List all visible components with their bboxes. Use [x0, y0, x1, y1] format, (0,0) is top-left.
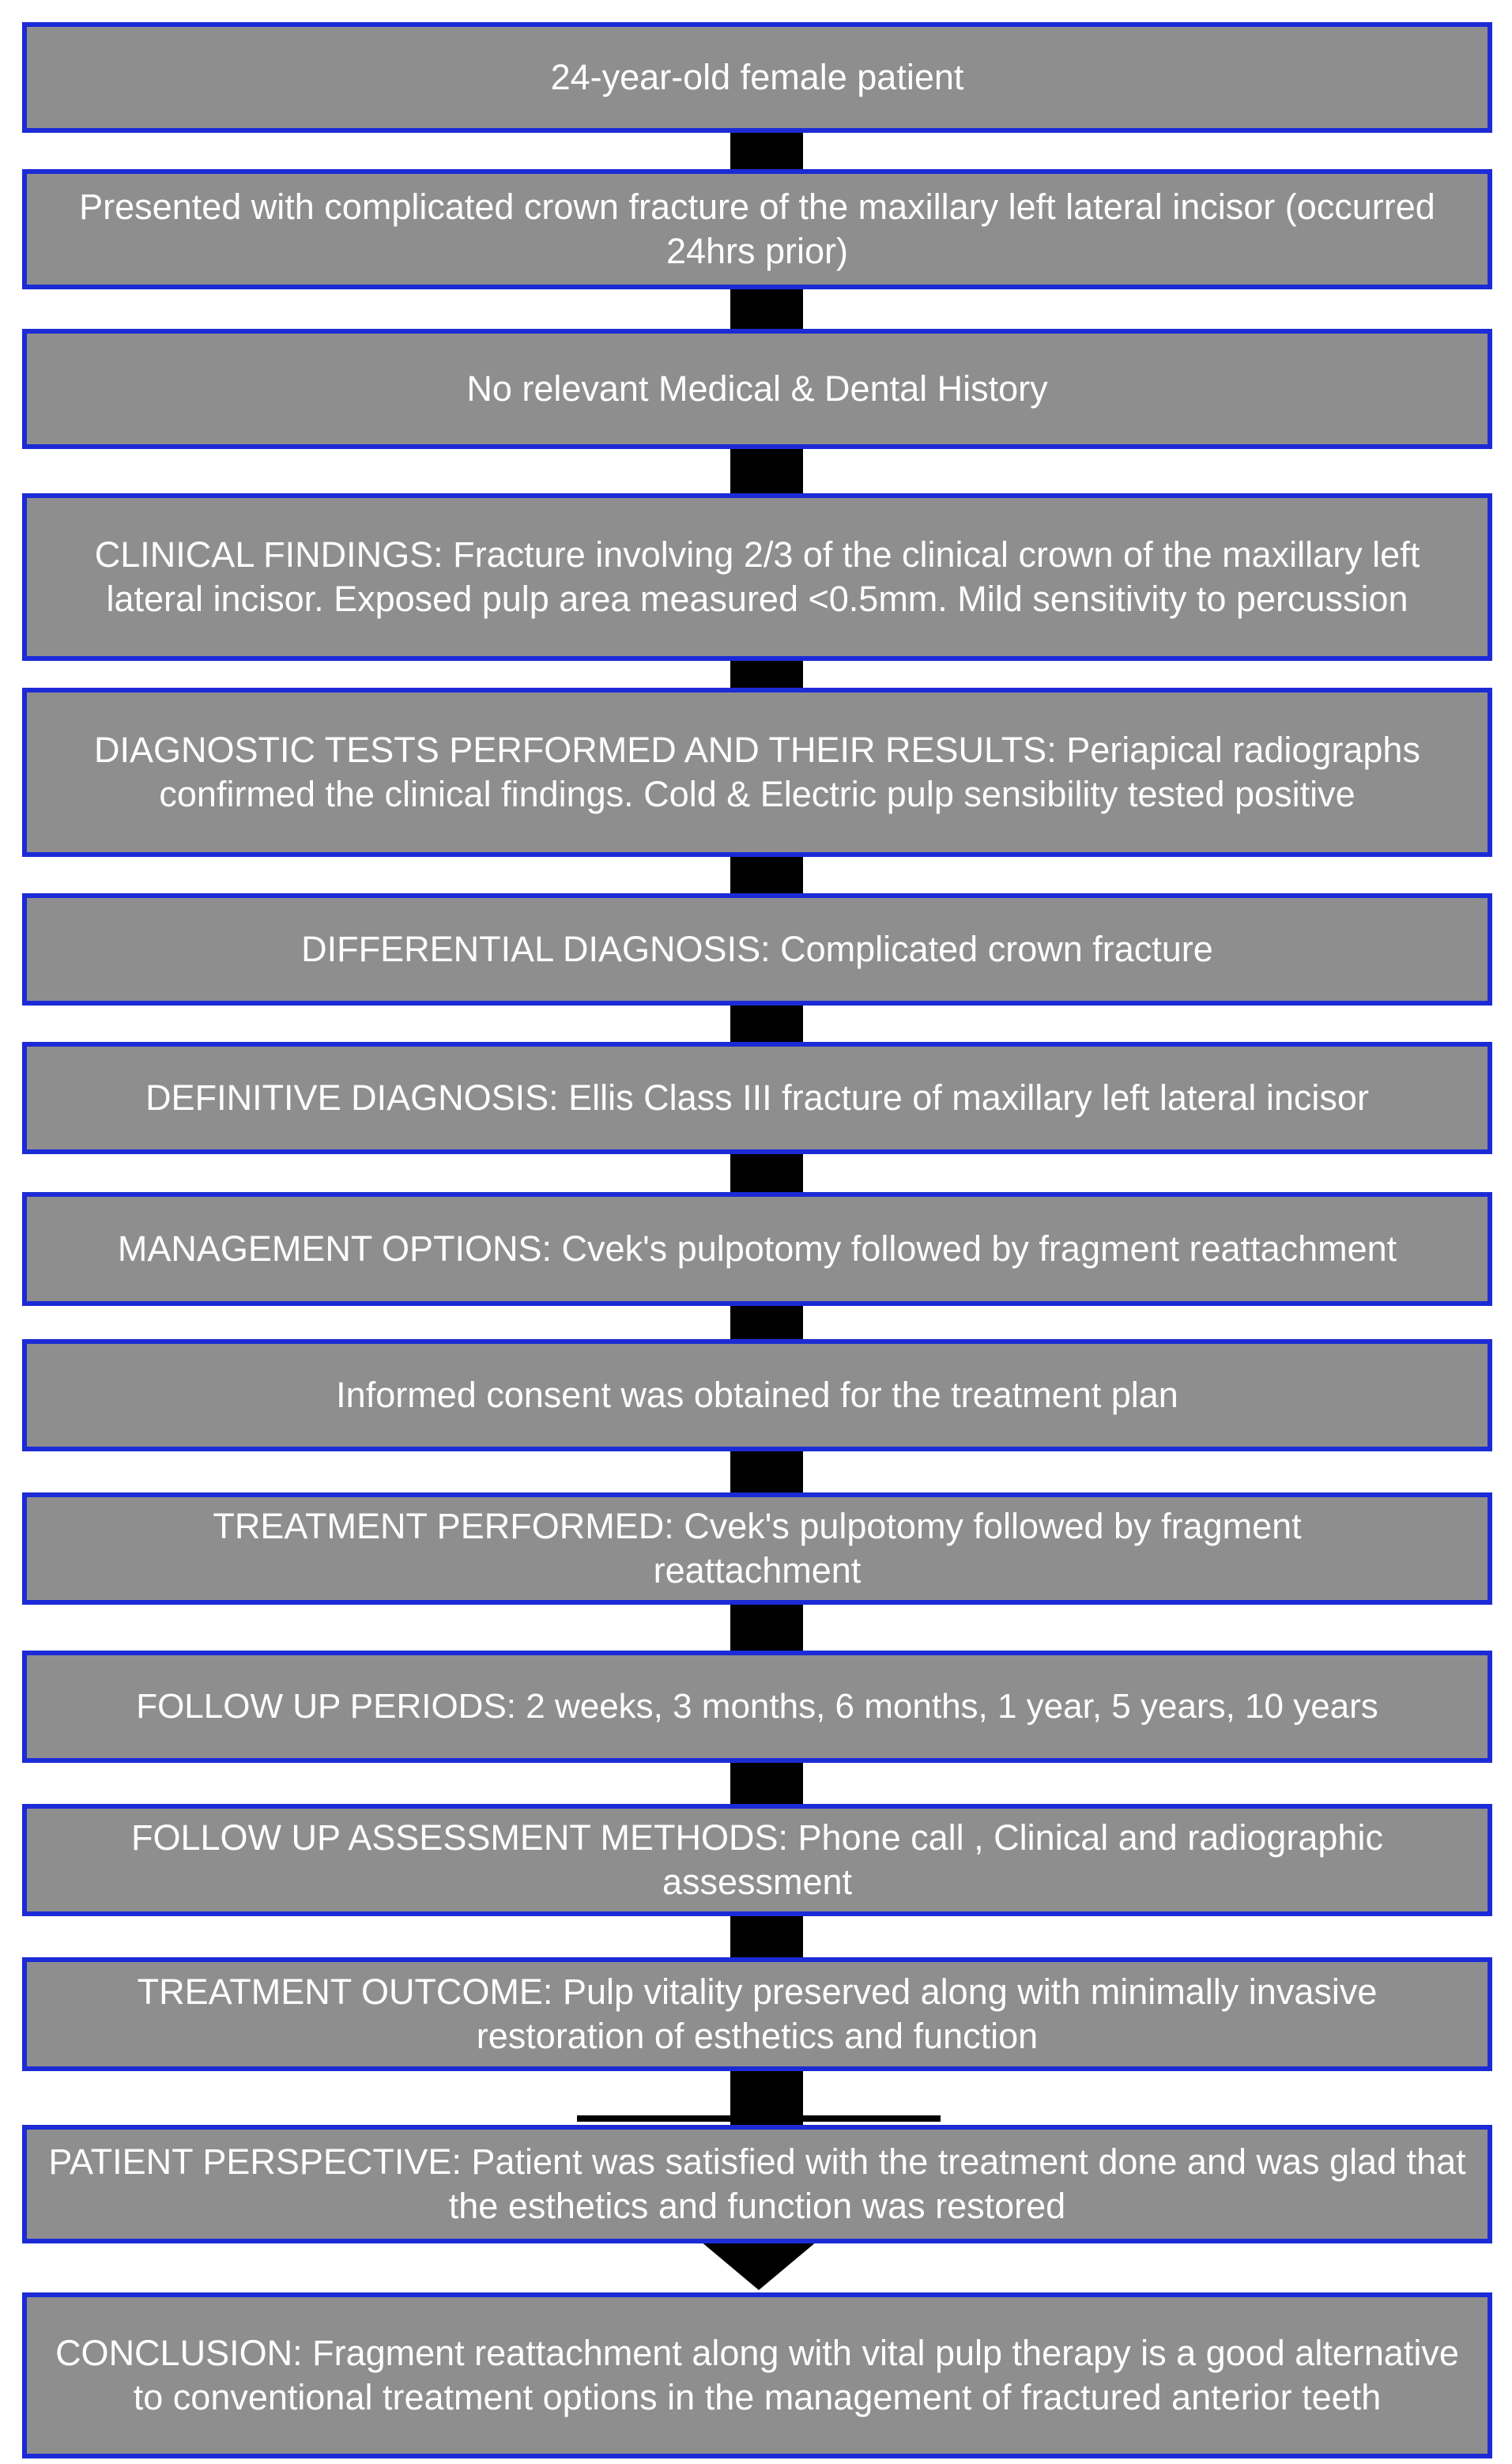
step-patient-perspective — [22, 2125, 1492, 2243]
step-clinical-findings — [22, 493, 1492, 661]
flow-arrow-head-icon — [700, 2241, 817, 2290]
step-presentation-text: Presented with complicated crown fracture of the maxillary left lateral incisor (occurred 24hrs prior) — [79, 187, 1435, 271]
step-treatment-outcome — [22, 1957, 1492, 2071]
step-follow-up-periods-text: FOLLOW UP PERIODS: 2 weeks, 3 months, 6 months, 1 year, 5 years, 10 years — [136, 1687, 1378, 1726]
step-informed-consent-text: Informed consent was obtained for the treatment plan — [336, 1375, 1178, 1415]
step-diagnostic-tests-text: DIAGNOSTIC TESTS PERFORMED AND THEIR RESULTS: Periapical radiographs confirmed the clinical findings. Cold & Electric pulp sensibility tested positive — [94, 730, 1420, 814]
step-history — [22, 329, 1492, 449]
step-patient — [22, 22, 1492, 133]
step-definitive-diagnosis — [22, 1042, 1492, 1154]
step-definitive-diagnosis-text: DEFINITIVE DIAGNOSIS: Ellis Class III fracture of maxillary left lateral incisor — [145, 1077, 1369, 1118]
step-treatment-outcome-text: TREATMENT OUTCOME: Pulp vitality preserved along with minimally invasive restoration of esthetics and function — [137, 1972, 1378, 2056]
step-patient-text: 24-year-old female patient — [550, 57, 964, 97]
flow-arrow-bar — [577, 2115, 941, 2122]
step-conclusion — [22, 2292, 1492, 2458]
step-clinical-findings-text: CLINICAL FINDINGS: Fracture involving 2/3 of the clinical crown of the maxillary left lateral incisor. Exposed pulp area measured <0.5mm. Mild sensitivity to percussion — [94, 534, 1420, 619]
step-follow-up-methods-text: FOLLOW UP ASSESSMENT METHODS: Phone call , Clinical and radiographic assessment — [131, 1817, 1383, 1902]
step-treatment-performed-text: TREATMENT PERFORMED: Cvek's pulpotomy followed by fragment reattachment — [213, 1506, 1302, 1590]
step-conclusion-text: CONCLUSION: Fragment reattachment along with vital pulp therapy is a good alternative to conventional treatment options in the management of fractured anterior teeth — [55, 2333, 1459, 2417]
step-informed-consent — [22, 1339, 1492, 1451]
step-management-options-text: MANAGEMENT OPTIONS: Cvek's pulpotomy followed by fragment reattachment — [117, 1228, 1397, 1269]
step-history-text: No relevant Medical & Dental History — [466, 368, 1048, 409]
step-patient-perspective-text: PATIENT PERSPECTIVE: Patient was satisfied with the treatment done and was glad that the esthetics and function was restored — [48, 2141, 1466, 2226]
step-treatment-performed — [22, 1492, 1492, 1605]
step-differential-diagnosis — [22, 893, 1492, 1006]
step-diagnostic-tests — [22, 688, 1492, 857]
step-management-options — [22, 1192, 1492, 1306]
step-follow-up-periods — [22, 1651, 1492, 1763]
step-presentation — [22, 169, 1492, 289]
step-differential-diagnosis-text: DIFFERENTIAL DIAGNOSIS: Complicated crown fracture — [301, 929, 1213, 969]
step-follow-up-methods — [22, 1804, 1492, 1916]
